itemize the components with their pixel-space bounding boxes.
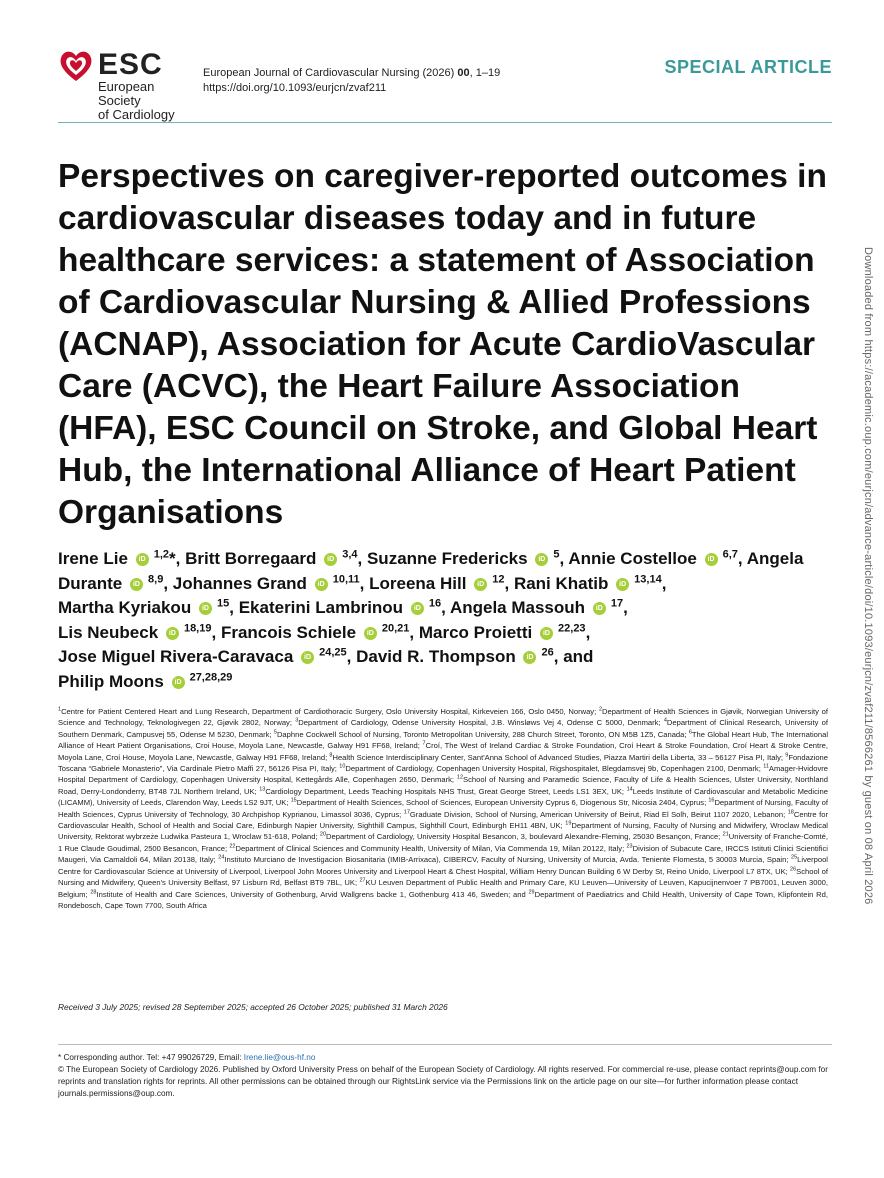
affiliation-text: Centre for Cardiovascular Health, School of Health and Social Care, Edinburgh Napier University, Sighthill Campus, Sighthill Court, Edinburgh EH11 4BN, UK;	[58, 809, 829, 831]
author-affiliation-number: 6,7	[719, 548, 738, 561]
logo-subtitle-line2: of Cardiology	[98, 107, 175, 122]
author-affiliation-number: 10,11	[329, 572, 360, 585]
affiliation-text: Instituto Murciano de Investigacion Biosanitaria (IMIB-Arrixaca), CIBERCV, Faculty of Nursing, University of Murcia, Avda. Teniente Flomesta, 5 30003 Murcia, Spain;	[224, 855, 792, 865]
affiliations	[58, 706, 828, 911]
affiliation-number: 2	[598, 706, 602, 713]
orcid-icon[interactable]: iD	[474, 578, 487, 591]
author-separator: ,	[441, 598, 446, 617]
author-name: Marco Proietti	[418, 622, 533, 642]
author-separator: ,	[359, 573, 365, 593]
author-name: Suzanne Fredericks	[366, 549, 528, 568]
orcid-icon[interactable]: iD	[364, 627, 377, 640]
author-affiliation-number: 24,25	[316, 646, 347, 659]
affiliation-number: 29	[528, 888, 535, 895]
affiliation-number: 26	[790, 866, 797, 873]
affiliation-text: University of Franche-Comté, 1 Rue Claude Goudimal, 2500 Besancon, France;	[58, 832, 829, 853]
affiliation-number: 17	[403, 809, 410, 816]
affiliation-number: 22	[229, 843, 236, 850]
affiliation-text: The Global Heart Hub, The International Alliance of Heart Patient Organisations, Croi House, Moyola Lane, Newcastle, Galway H91 FF68, Ireland;	[58, 729, 829, 751]
affiliation-text: Amager-Hvidovre Hospital Department of Cardiology, Copenhagen University Hospital, Kettegårds Alle, Copenhagen 2650, Denmark;	[58, 764, 828, 785]
author-affiliation-number: 26	[538, 646, 554, 659]
corresponding-email-link[interactable]: Irene.lie@ous-hf.no	[243, 1053, 316, 1062]
copyright-notice: © The European Society of Cardiology 2026. Published by Oxford University Press on behalf of the European Society of Cardiology. All rights reserved. For commercial re-use, please contact reprints@oup.com for reprints and translation rights for reprints. All other permissions can be obtained through our RightsLink service via the Permissions link on the article page on our site—for further information please contact journals.permissions@oup.com.	[58, 1065, 828, 1098]
journal-volume: 00	[457, 67, 470, 79]
author-name: Johannes Grand	[172, 573, 307, 593]
affiliation-text: Health Science Interdisciplinary Center, Sant'Anna School of Advanced Studies, Piazza Martiri della Liberta, 33 – 56127 Pisa PI, Italy;	[332, 752, 786, 762]
affiliation-text: Department of Nursing, Faculty of Health Sciences, Cyprus University of Technology, 30 Archpishop Kyprianou, Limassol 3036, Cyprus;	[58, 798, 829, 819]
footer-divider	[58, 1044, 832, 1045]
affiliation-text: Fondazione Toscana “Gabriele Monasterio”, Via Cardinale Pietro Maffi 27, 56126 Pisa PI, Italy;	[58, 752, 828, 774]
affiliation-text: Graduate Division, School of Nursing, American University of Beirut, Riad El Solh, Beirut 1107 2020, Lebanon;	[409, 809, 788, 819]
affiliation-number: 8	[329, 752, 333, 759]
orcid-icon[interactable]: iD	[540, 627, 553, 640]
affiliation-number: 18	[787, 809, 794, 816]
logo-text: ESC	[98, 48, 163, 81]
affiliation-text: Division of Subacute Care, IRCCS Istituti Clinici Scientifici Maugeri, Via Camaldoli 64, Milan 20138, Italy;	[58, 843, 828, 865]
author-affiliation-number: 22,23	[554, 621, 586, 634]
affiliation-text: Department of Cardiology, Odense University Hospital, J.B. Winsløws Vej 4, Odense C 5000, Denmark;	[298, 718, 664, 728]
affiliation-number: 20	[319, 831, 327, 838]
affiliation-text: Centre for Patient Centered Heart and Lung Research, Department of Cardiothoracic Surgery, Oslo University Hospital, Kirkeveien 166, Oslo 0450, Norway;	[61, 707, 599, 716]
author-affiliation-number: 15	[213, 597, 230, 610]
author-affiliation-number: 17	[607, 597, 624, 610]
affiliation-text: Institute of Health and Care Sciences, University of Gothenburg, Arvid Wallgrens backe 1, Gothenburg 413 46, Sweden; and	[96, 889, 529, 899]
esc-logo	[58, 48, 188, 122]
affiliation-number: 1	[58, 706, 62, 713]
author-separator: ,	[504, 573, 510, 593]
article-type: SPECIAL ARTICLE	[664, 57, 832, 77]
author-name: Irene Lie	[58, 549, 128, 568]
affiliation-text: KU Leuven Department of Public Health and Primary Care, KU Leuven—University of Leuven, Kapucijnenvoer 7 PB7001, Leuven 3000, Belgium;	[58, 878, 829, 899]
author-name: Angela Massouh	[449, 598, 586, 617]
author-affiliation-number: 27,28,29	[186, 670, 233, 683]
author-affiliation-number: 20,21	[378, 621, 410, 634]
orcid-icon[interactable]: iD	[535, 553, 548, 566]
journal-citation	[203, 66, 500, 81]
orcid-icon[interactable]: iD	[136, 553, 149, 566]
orcid-icon[interactable]: iD	[616, 578, 629, 591]
affiliation-text: Department of Nursing, Faculty of Nursing and Midwifery, Wroclaw Medical University, Rektorat wybrzeże Ludwika Pasteura 1, Wroclaw 51-618, Poland;	[58, 821, 828, 842]
author-name: Martha Kyriakou	[58, 598, 192, 617]
author-affiliation-number: 5	[550, 548, 560, 561]
affiliation-text: Croí, The West of Ireland Cardiac & Stroke Foundation, Croí Heart & Stroke Foundation, Croí Heart & Stroke Centre, Moyola Lane, Croí House, Moyola Lane, Newcastle, Galway H91 FF68, Ireland;	[58, 741, 828, 762]
affiliation-number: 15	[290, 797, 297, 804]
author-separator: ,	[346, 647, 352, 666]
affiliation-text: Department of Cardiology, University Hospital Besancon, 3, boulevard Alexandre-Fleming, 25030 Besançon, France;	[326, 832, 723, 842]
affiliation-number: 25	[791, 854, 798, 861]
author-affiliation-number: 1,2	[150, 548, 170, 561]
affiliation-number: 12	[456, 774, 464, 781]
author-name: Britt Borregaard	[185, 549, 317, 568]
affiliation-text: Cardiology Department, Leeds Teaching Hospitals NHS Trust, Great George Street, Leeds LS1 3EX, UK;	[265, 786, 627, 796]
affiliation-number: 3	[295, 717, 299, 724]
author-affiliation-number: 16	[425, 597, 442, 610]
orcid-icon[interactable]: iD	[705, 553, 718, 566]
journal-info	[203, 66, 500, 96]
author-name: Francois Schiele	[220, 622, 357, 642]
orcid-icon[interactable]: iD	[199, 602, 212, 615]
orcid-icon[interactable]: iD	[324, 553, 337, 566]
affiliation-text: School of Nursing and Paramedic Science, Faculty of Life & Health Sciences, Ulster University, Northland Road, Derry-Londonderry, BT48 7JL Northern Ireland, UK;	[58, 775, 829, 796]
orcid-icon[interactable]: iD	[523, 651, 536, 664]
orcid-icon[interactable]: iD	[166, 627, 179, 640]
affiliation-text: Daphne Cockwell School of Nursing, Toronto Metropolitan University, 288 Church Street, Toronto, ON M5B 1Z5, Canada;	[276, 729, 689, 739]
affiliation-number: 11	[763, 763, 769, 770]
author-affiliation-number: 8,9	[144, 572, 164, 585]
author-affiliation-number: 12	[489, 572, 505, 585]
author-separator: ,	[163, 573, 169, 593]
esc-heart-icon	[58, 48, 94, 84]
affiliation-text: Department of Clinical Research, University of Southern Denmark, Campusvej 55, Odense M 5230, Denmark;	[58, 718, 828, 739]
author-separator: , and	[553, 647, 594, 666]
author-separator: ,	[559, 549, 565, 568]
affiliation-number: 28	[90, 888, 97, 895]
received-dates: Received 3 July 2025; revised 28 September 2025; accepted 26 October 2025; published 31 March 2026	[58, 1002, 448, 1012]
journal-name: European Journal of Cardiovascular Nursing (2026)	[203, 67, 455, 79]
affiliation-number: 24	[218, 854, 225, 861]
orcid-icon[interactable]: iD	[301, 651, 314, 664]
orcid-icon[interactable]: iD	[130, 578, 143, 591]
author-list	[58, 547, 838, 694]
affiliation-text: School of Nursing and Midwifery, Queen's University Belfast, 97 Lisburn Rd, Belfast BT9 7BL, UK;	[58, 866, 828, 888]
author-affiliation-number: 18,19	[180, 621, 212, 634]
affiliation-number: 10	[339, 763, 346, 770]
header-divider	[58, 122, 832, 123]
author-name: Loreena Hill	[369, 573, 467, 593]
orcid-icon[interactable]: iD	[593, 602, 606, 615]
journal-pages: , 1–19	[469, 67, 501, 79]
affiliation-text: Department of Cardiology, Copenhagen University Hospital, Rigshospitalet, Blegdamsvej 9b, Copenhagen 2100, Denmark;	[345, 764, 764, 774]
orcid-icon[interactable]: iD	[411, 602, 424, 615]
affiliation-number: 19	[565, 820, 572, 827]
author-separator: ,	[211, 622, 217, 642]
author-name: Jose Miguel Rivera-Caravaca	[58, 647, 294, 666]
affiliation-number: 13	[259, 786, 266, 793]
author-name: Annie Costelloe	[568, 549, 697, 568]
author-affiliation-number: 3,4	[339, 548, 358, 561]
author-separator: ,	[229, 598, 234, 617]
author-separator: ,	[357, 549, 363, 568]
author-name: Ekaterini Lambrinou	[238, 598, 404, 617]
author-name: Angela Durante	[58, 549, 804, 593]
affiliation-text: Liverpool Centre for Cardiovascular Science at University of Liverpool, Liverpool John Moores University and Liverpool Heart & Chest Hospital, William Henry Duncan Building 6 W Derby St, Reino Unido, Liverpool L7 8TX, UK;	[58, 855, 828, 876]
affiliation-text: Department of Health Sciences, School of Sciences, European University Cyprus 6, Diogenous Str, Nicosia 2404, Cyprus;	[296, 798, 709, 808]
author-separator: *,	[169, 549, 181, 568]
author-separator: ,	[737, 549, 743, 568]
affiliation-number: 27	[359, 877, 366, 884]
affiliation-number: 7	[422, 740, 426, 747]
author-name: Philip Moons	[58, 671, 164, 691]
affiliation-number: 6	[688, 729, 692, 736]
author-name: Lis Neubeck	[58, 622, 159, 642]
affiliation-text: Leeds Institute of Cardiovascular and Metabolic Medicine (LICAMM), University of Leeds, Clarendon Way, Leeds LS2 9JT, UK;	[58, 786, 829, 808]
corresponding-author	[58, 1052, 834, 1064]
orcid-icon[interactable]: iD	[172, 676, 185, 689]
affiliation-number: 21	[722, 831, 729, 838]
footer-notes	[58, 1052, 834, 1100]
affiliation-number: 16	[708, 797, 715, 804]
download-watermark: Downloaded from https://academic.oup.com/eurjcn/advance-article/doi/10.1093/eurjcn/zvaf211/8566261 by guest on 08 April 2026	[862, 247, 874, 905]
doi-link[interactable]: https://doi.org/10.1093/eurjcn/zvaf211	[203, 82, 387, 94]
logo-subtitle-line1: European Society	[98, 79, 155, 108]
affiliation-text: Department of Paediatrics and Child Health, University of Cape Town, Klipfontein Rd, Rondebosch, Cape Town 7700, South Africa	[58, 889, 828, 910]
affiliation-text: Department of Clinical Sciences and Community Health, University of Milan, Via Commenda 19, Milan 20122, Italy;	[235, 843, 627, 853]
author-separator: ,	[623, 598, 628, 617]
affiliation-text: Department of Health Sciences in Gjøvik, Norwegian University of Science and Technology, Teknologivegen 22, Gjøvik 2802, Norway;	[58, 707, 828, 728]
author-name: David R. Thompson	[356, 647, 516, 666]
affiliation-number: 5	[273, 729, 277, 736]
affiliation-number: 9	[785, 752, 789, 759]
author-separator: ,	[661, 573, 667, 593]
affiliation-number: 23	[626, 843, 633, 850]
author-separator: ,	[585, 622, 591, 642]
affiliation-number: 4	[663, 717, 667, 724]
article-title: Perspectives on caregiver-reported outcomes in cardiovascular diseases today and in future healthcare services: a statement of Association of Cardiovascular Nursing & Allied Professions (ACNAP), Association for Acute CardioVascular Care (ACVC), the Heart Failure Association (HFA), ESC Council on Stroke, and Global Heart Hub, the International Alliance of Heart Patient Organisations	[58, 158, 827, 531]
author-affiliation-number: 13,14	[631, 572, 662, 585]
corresponding-text: * Corresponding author. Tel: +47 99026729, Email:	[58, 1053, 242, 1062]
author-separator: ,	[409, 622, 415, 642]
orcid-icon[interactable]: iD	[315, 578, 328, 591]
affiliation-number: 14	[626, 786, 633, 793]
author-name: Rani Khatib	[513, 573, 609, 593]
